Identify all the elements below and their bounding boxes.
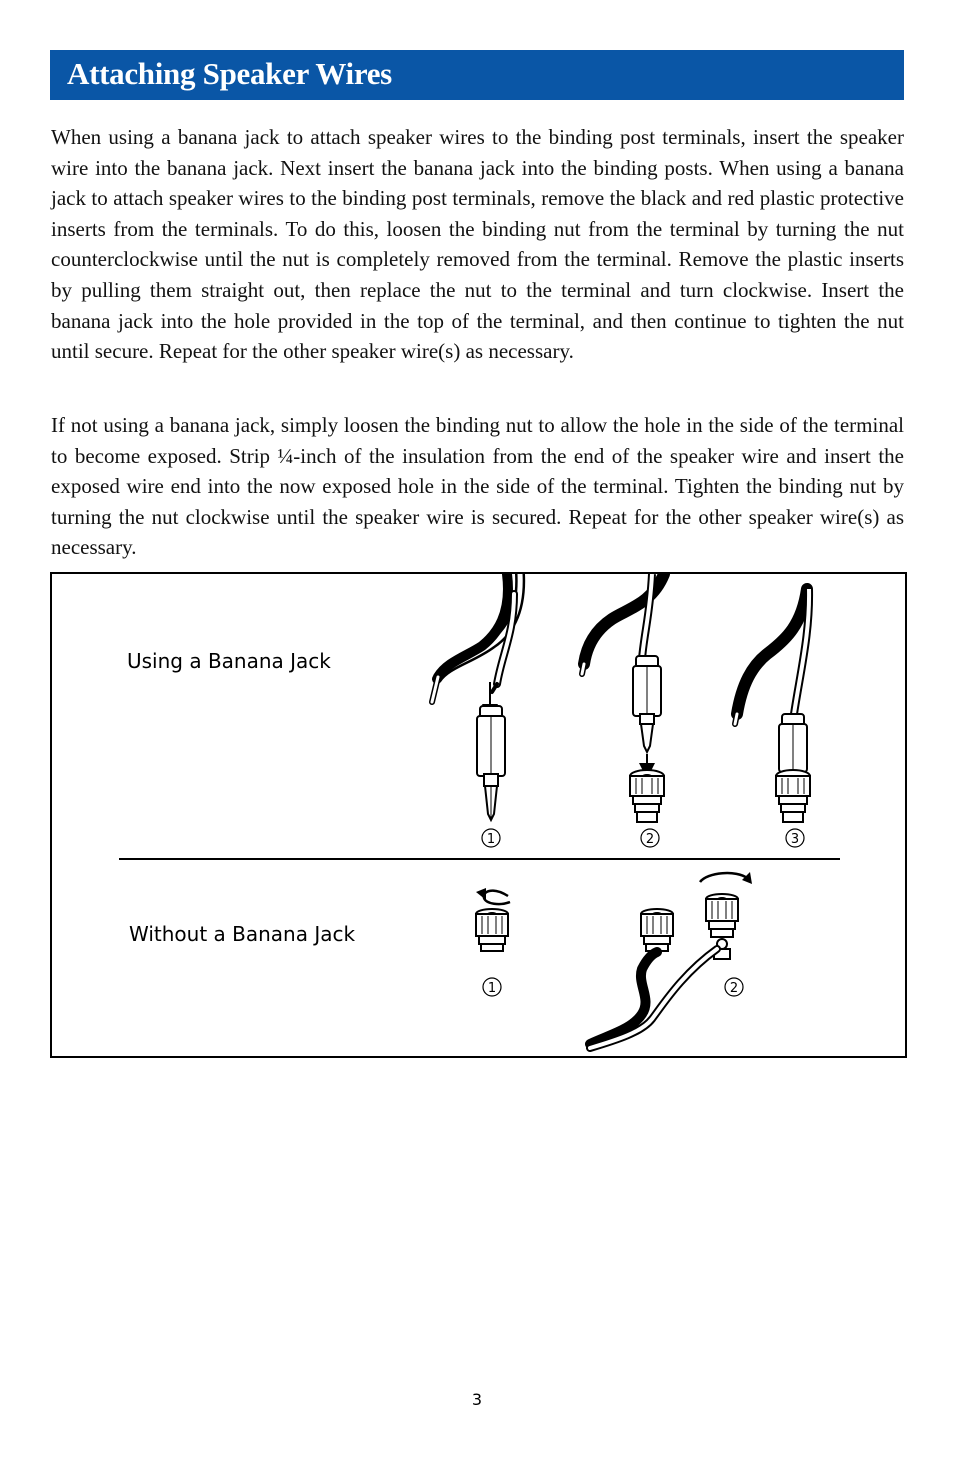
binding-post-icon	[641, 909, 673, 951]
section-title: Attaching Speaker Wires	[67, 56, 392, 91]
rotate-arrow-head	[742, 872, 752, 884]
svg-text:1: 1	[487, 981, 497, 996]
step-number-banana-2	[641, 829, 659, 847]
banana-jack-icon	[779, 714, 807, 772]
binding-post-icon	[476, 909, 508, 951]
banana-jack-section-label: Using a Banana Jack	[127, 649, 331, 673]
wire-icon	[735, 589, 809, 724]
paragraph-banana-jack: When using a banana jack to attach speaker wires to the binding post terminals, insert the speaker wire into the banana jack. Next insert the banana jack into the binding posts. When using a banana jack to attach speaker wires to the binding post terminals, remove the black and red plastic protective inserts from the terminals. To do this, loosen the binding nut from the terminal by turning the nut counterclockwise until the nut is completely removed from the terminal. Remove the plastic inserts by pulling them straight out, then replace the nut to the terminal and turn clockwise. Insert the banana jack into the hole provided in the top of the terminal, and then continue to tighten the nut until secure. Repeat for the other speaker wire(s) as necessary.	[51, 125, 904, 364]
banana-jack-icon	[477, 706, 505, 820]
step-number-nobanana-2	[725, 978, 743, 996]
step-number-banana-1	[482, 829, 500, 847]
svg-text:1: 1	[486, 832, 496, 847]
binding-post-icon	[776, 770, 810, 822]
rotate-arrow-icon	[700, 873, 747, 882]
paragraph-no-banana-jack: If not using a banana jack, simply loosen the binding nut to allow the hole in the side of the terminal to become exposed. Strip ¼-inch of the insulation from the end of the speaker wire and insert the exposed wire end into the now exposed hole in the side of the terminal. Tighten the binding nut by turning the nut clockwise until the speaker wire is secured. Repeat for the other speaker wire(s) as necessary.	[51, 413, 904, 560]
wire-icon	[590, 949, 717, 1048]
no-banana-jack-section-label: Without a Banana Jack	[129, 922, 356, 946]
svg-text:3: 3	[790, 832, 800, 847]
section-header-bar	[50, 50, 904, 100]
wiring-diagram-svg	[52, 574, 905, 1056]
page-number: 3	[471, 1390, 483, 1409]
step-number-nobanana-1	[483, 978, 501, 996]
banana-jack-icon	[633, 656, 661, 752]
rotate-arrow-head	[476, 888, 486, 900]
svg-text:2: 2	[729, 981, 739, 996]
wire-icon	[432, 574, 520, 702]
wiring-illustration	[50, 572, 907, 1058]
rotate-arrow-icon	[484, 891, 510, 904]
svg-text:2: 2	[645, 832, 655, 847]
binding-post-icon	[630, 770, 664, 822]
step-number-banana-3	[786, 829, 804, 847]
